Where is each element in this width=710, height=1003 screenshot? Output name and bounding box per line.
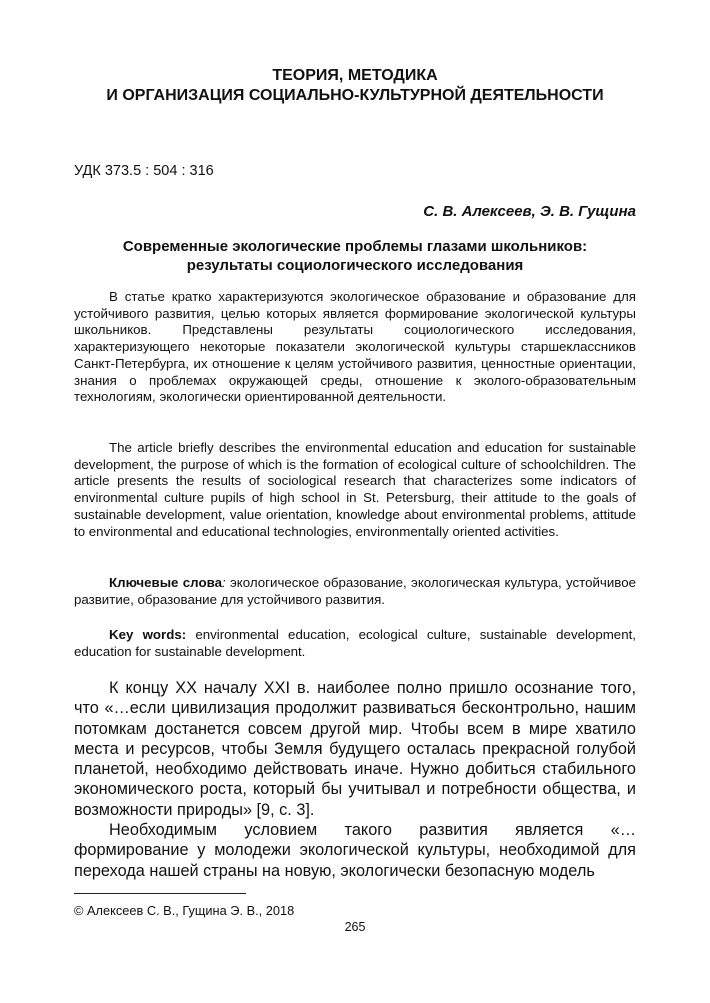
abstract-en [74,440,636,540]
abstract-ru-text: В статье кратко характеризуются экологическое образование и образование для устойчивого развития, целью которых является формирование экологической культуры школьников. Представлены результаты социологического исследования, характеризующего некоторые показатели экологической культуры старшеклассников Санкт-Петербурга, их отношение к целям устойчивого развития, ценностные ориентации, знания о проблемах окружающей среды, отношение к эколого-образовательным технологиям, экологически ориентированной деятельности. [74,289,636,405]
section-heading-line-1: ТЕОРИЯ, МЕТОДИКА [272,67,438,84]
keywords-ru-label: Ключевые слова [109,575,222,590]
copyright-footnote: © Алексеев С. В., Гущина Э. В., 2018 [74,903,295,918]
footnote-divider [74,893,246,894]
section-heading [74,66,636,106]
authors: С. В. Алексеев, Э. В. Гущина [423,203,636,220]
udk-code: УДК 373.5 : 504 : 316 [74,163,214,179]
abstract-en-text: The article briefly describes the environmental education and education for sustainable development, the purpose of which is the formation of ecological culture of schoolchildren. The article presents the results of sociological research that characterizes some indicators of environmental culture pupils of high school in St. Petersburg, their attitude to the goals of sustainable development, value orientation, knowledge about environmental problems, attitude to environmental and educational technologies, environmentally oriented activities. [74,440,636,539]
page-number: 265 [344,920,366,934]
body-paragraph-1: К концу XX началу XXI в. наиболее полно пришло осознание того, что «…если цивилизация продолжит развиваться бесконтрольно, нашим потомкам достанется совсем другой мир. Чтобы всем в мире хватило места и ресурсов, чтобы Земля будущего осталась прекрасной голубой планетой, необходимо действовать иначе. Нужно добиться стабильного экономического роста, который бы учитывал и потребности общества, и возможности природы» [9, с. 3]. [74,679,636,819]
article-title [74,237,636,275]
article-title-line-1: Современные экологические проблемы глазами школьников: [122,238,588,255]
keywords-ru-separator: : [221,575,226,590]
keywords-en-text: environmental education, ecological culture, sustainable development, education for sustainable development. [74,627,636,659]
keywords-ru-text: экологическое образование, экологическая культура, устойчивое развитие, образование для устойчивого развития. [74,575,636,607]
body-paragraph-2: Необходимым условием такого развития является «…формирование у молодежи экологической культуры, необходимой для перехода нашей страны на новую, экологически безопасную модель [74,821,636,880]
keywords-en [74,627,636,660]
keywords-ru [74,575,636,608]
keywords-en-label: Key words: [109,627,187,642]
section-heading-line-2: И ОРГАНИЗАЦИЯ СОЦИАЛЬНО-КУЛЬТУРНОЙ ДЕЯТЕЛЬНОСТИ [106,87,604,104]
article-title-line-2: результаты социологического исследования [186,257,524,274]
abstract-ru [74,289,636,406]
body-text [74,678,636,881]
